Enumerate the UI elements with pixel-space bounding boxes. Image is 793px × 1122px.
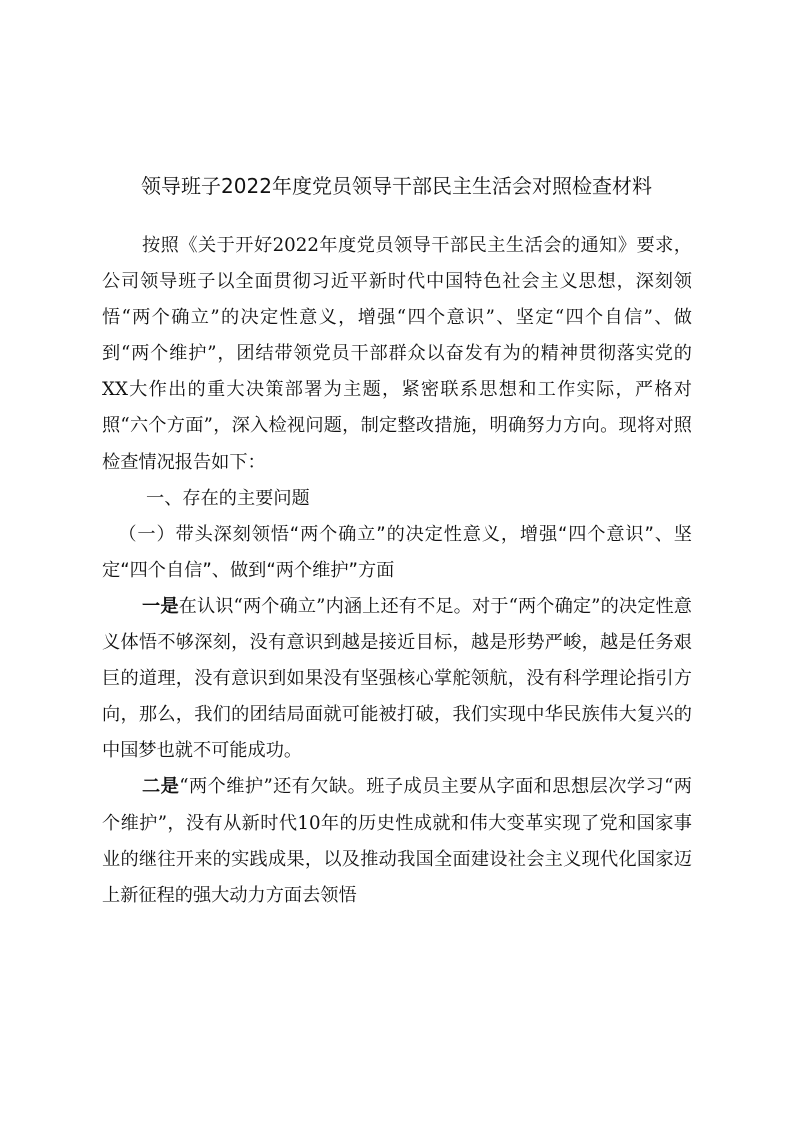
point-text-1: 在认识“两个确立”内涵上还有不足。对于“两个确定”的决定性意义体悟不够深刻，没有意识到越是接近目标，越是形势严峻，越是任务艰巨的道理，没有意识到如果没有坚强核心掌舵领航，没有科学理论指引方向，那么，我们的团结局面就可能被打破，我们实现中华民族伟大复兴的中国梦也就不可能成功。 (102, 595, 692, 762)
document-title: 领导班子2022年度党员领导干部民主生活会对照检查材料 (141, 174, 652, 198)
section-heading: 一、存在的主要问题 (146, 487, 310, 509)
subsection-heading: （一）带头深刻领悟“两个确立”的决定性意义，增强“四个意识”、坚定“四个自信”、做到“两个维护”方面 (102, 523, 692, 581)
intro-paragraph: 按照《关于开好2022年度党员领导干部民主生活会的通知》要求，公司领导班子以全面贯彻习近平新时代中国特色社会主义思想，深刻领悟“两个确立”的决定性意义，增强“四个意识”、坚定“四个自信”、做到“两个维护”，团结带领党员干部群众以奋发有为的精神贯彻落实党的XX大作出的重大决策部署为主题，紧密联系思想和工作实际，严格对照“六个方面”，深入检视问题，制定整改措施，明确努力方向。现将对照检查情况报告如下： (102, 235, 692, 473)
point-lead-1: 一是 (142, 595, 179, 617)
document-body (102, 228, 692, 914)
point-paragraph-1 (102, 589, 692, 769)
point-text-2: “两个维护”还有欠缺。班子成员主要从字面和思想层次学习“两个维护”，没有从新时代10年的历史性成就和伟大变革实现了党和国家事业的继往开来的实践成果，以及推动我国全面建设社会主义现代化国家迈上新征程的强大动力方面去领悟 (102, 776, 692, 906)
point-paragraph-2 (102, 769, 692, 913)
point-lead-2: 二是 (142, 776, 180, 798)
